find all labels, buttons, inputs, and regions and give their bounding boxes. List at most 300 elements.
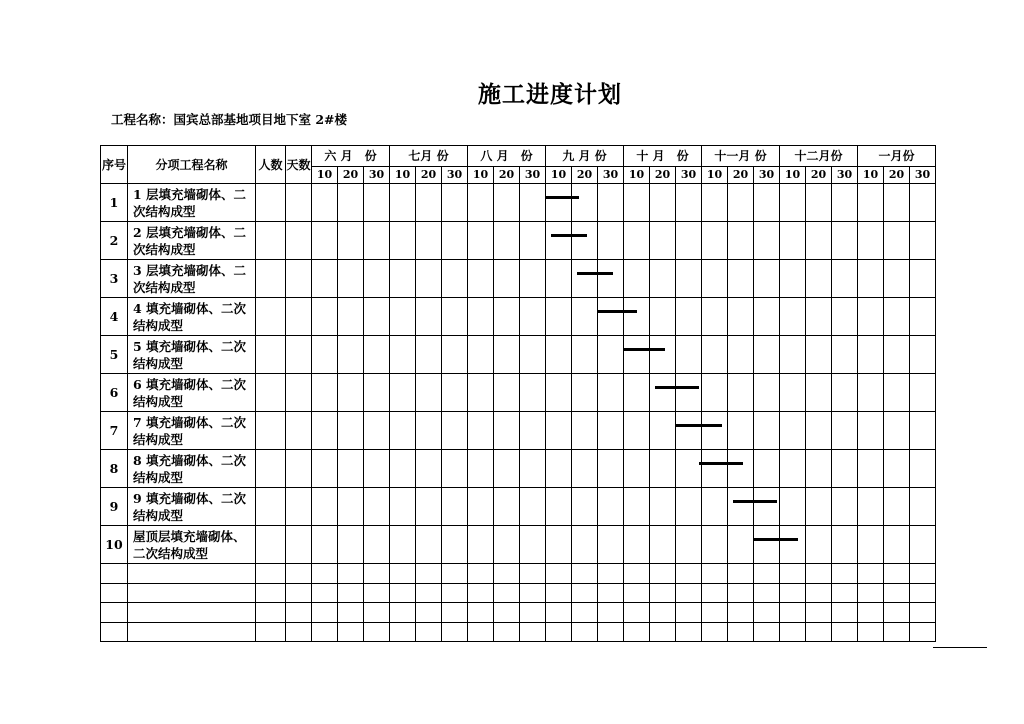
schedule-cell [520,336,546,374]
table-row [101,450,936,488]
schedule-cell [546,260,572,298]
schedule-cell [780,260,806,298]
schedule-cell [312,450,338,488]
schedule-cell [364,412,390,450]
empty-cell [546,583,572,603]
task-seq: 4 [101,298,128,336]
header-people: 人数 [256,146,286,184]
task-name: 8 填充墙砌体、二次结构成型 [128,450,256,488]
schedule-cell [884,412,910,450]
empty-cell [256,564,286,584]
schedule-cell [494,298,520,336]
empty-cell [624,564,650,584]
schedule-cell [702,260,728,298]
schedule-cell [650,260,676,298]
empty-cell [546,564,572,584]
task-days [286,488,312,526]
table-row [101,222,936,260]
schedule-cell [416,488,442,526]
schedule-cell [858,184,884,222]
schedule-cell [728,298,754,336]
gantt-bar [676,424,723,427]
empty-cell [780,603,806,623]
empty-cell [728,603,754,623]
schedule-cell [728,488,754,526]
schedule-cell [598,374,624,412]
schedule-cell [390,298,416,336]
schedule-cell [728,374,754,412]
empty-cell [520,583,546,603]
schedule-cell [702,488,728,526]
schedule-cell [806,260,832,298]
empty-cell [702,622,728,642]
schedule-cell [832,260,858,298]
header-decade: 30 [442,167,468,184]
schedule-cell [494,260,520,298]
schedule-cell [494,336,520,374]
table-row [101,260,936,298]
empty-cell [910,622,936,642]
schedule-cell [858,374,884,412]
schedule-cell [624,526,650,564]
task-days [286,184,312,222]
empty-cell [676,583,702,603]
empty-cell [468,603,494,623]
task-name: 5 填充墙砌体、二次结构成型 [128,336,256,374]
empty-cell [312,564,338,584]
schedule-cell [702,184,728,222]
header-decade: 30 [676,167,702,184]
empty-cell [598,622,624,642]
schedule-cell [780,450,806,488]
empty-cell [702,603,728,623]
schedule-cell [884,488,910,526]
schedule-cell [546,184,572,222]
schedule-cell [832,298,858,336]
empty-cell [390,603,416,623]
task-name: 2 层填充墙砌体、二次结构成型 [128,222,256,260]
schedule-cell [520,222,546,260]
table-row [101,603,936,623]
schedule-cell [468,298,494,336]
schedule-cell [468,450,494,488]
schedule-cell [468,184,494,222]
schedule-cell [728,260,754,298]
schedule-cell [442,488,468,526]
gantt-bar [624,348,666,351]
empty-cell [494,622,520,642]
schedule-cell [390,222,416,260]
schedule-cell [858,260,884,298]
schedule-cell [806,336,832,374]
schedule-cell [390,526,416,564]
schedule-cell [650,450,676,488]
empty-cell [312,603,338,623]
schedule-cell [312,298,338,336]
empty-cell [312,622,338,642]
empty-cell [832,564,858,584]
schedule-cell [546,412,572,450]
schedule-cell [338,526,364,564]
empty-cell [286,583,312,603]
empty-cell [468,564,494,584]
empty-cell [624,622,650,642]
schedule-cell [312,222,338,260]
header-seq: 序号 [101,146,128,184]
empty-cell [101,564,128,584]
gantt-bar [598,310,637,313]
schedule-cell [754,526,780,564]
empty-cell [676,564,702,584]
schedule-cell [650,298,676,336]
empty-cell [754,583,780,603]
task-people [256,488,286,526]
header-decade: 10 [858,167,884,184]
header-decade: 10 [546,167,572,184]
empty-cell [338,583,364,603]
schedule-cell [832,222,858,260]
empty-cell [910,603,936,623]
schedule-cell [520,412,546,450]
empty-cell [884,622,910,642]
schedule-cell [832,450,858,488]
header-month: 十一月 份 [702,146,780,167]
schedule-cell [624,222,650,260]
schedule-cell [806,450,832,488]
empty-cell [884,564,910,584]
schedule-cell [702,374,728,412]
schedule-cell [442,526,468,564]
header-decade: 30 [364,167,390,184]
empty-cell [128,564,256,584]
schedule-cell [442,184,468,222]
header-decade: 10 [468,167,494,184]
schedule-cell [754,222,780,260]
task-seq: 2 [101,222,128,260]
schedule-cell [442,298,468,336]
empty-cell [572,622,598,642]
empty-cell [101,583,128,603]
empty-cell [338,622,364,642]
empty-cell [520,622,546,642]
schedule-cell [338,222,364,260]
schedule-cell [546,526,572,564]
schedule-cell [676,184,702,222]
schedule-cell [572,298,598,336]
gantt-bar [699,462,743,465]
empty-cell [256,603,286,623]
schedule-cell [754,412,780,450]
schedule-cell [884,336,910,374]
schedule-cell [910,526,936,564]
schedule-cell [416,450,442,488]
schedule-cell [806,526,832,564]
schedule-cell [520,526,546,564]
table-row [101,374,936,412]
schedule-cell [728,336,754,374]
empty-cell [650,603,676,623]
schedule-cell [624,298,650,336]
task-people [256,412,286,450]
header-decade: 10 [390,167,416,184]
schedule-cell [806,222,832,260]
schedule-cell [832,374,858,412]
empty-cell [312,583,338,603]
empty-cell [416,583,442,603]
empty-cell [256,622,286,642]
empty-cell [832,622,858,642]
schedule-cell [910,488,936,526]
schedule-cell [754,450,780,488]
empty-cell [702,564,728,584]
header-days: 天数 [286,146,312,184]
empty-cell [650,583,676,603]
header-decade: 30 [832,167,858,184]
empty-cell [128,622,256,642]
schedule-cell [806,412,832,450]
schedule-cell [494,488,520,526]
empty-cell [598,564,624,584]
schedule-cell [754,488,780,526]
schedule-cell [884,184,910,222]
task-people [256,336,286,374]
schedule-cell [312,336,338,374]
schedule-cell [780,412,806,450]
empty-cell [416,622,442,642]
empty-cell [442,583,468,603]
empty-cell [416,603,442,623]
schedule-cell [442,450,468,488]
task-days [286,222,312,260]
schedule-cell [754,298,780,336]
schedule-cell [312,260,338,298]
schedule-cell [494,412,520,450]
schedule-cell [390,336,416,374]
schedule-cell [338,298,364,336]
schedule-cell [442,374,468,412]
schedule-cell [624,488,650,526]
table-row [101,488,936,526]
header-decade: 10 [702,167,728,184]
header-month: 八 月 份 [468,146,546,167]
schedule-cell [910,374,936,412]
empty-cell [858,622,884,642]
empty-cell [442,564,468,584]
schedule-cell [910,298,936,336]
empty-cell [442,622,468,642]
schedule-cell [468,260,494,298]
task-days [286,298,312,336]
header-month: 十二月份 [780,146,858,167]
task-name: 3 层填充墙砌体、二次结构成型 [128,260,256,298]
task-seq: 9 [101,488,128,526]
schedule-cell [754,374,780,412]
empty-cell [624,603,650,623]
schedule-cell [338,374,364,412]
schedule-cell [312,488,338,526]
task-days [286,336,312,374]
schedule-cell [806,488,832,526]
empty-cell [598,583,624,603]
empty-cell [806,583,832,603]
header-decade: 30 [598,167,624,184]
schedule-cell [598,526,624,564]
schedule-cell [676,488,702,526]
schedule-cell [754,184,780,222]
schedule-cell [312,374,338,412]
schedule-cell [650,488,676,526]
empty-cell [546,622,572,642]
empty-cell [858,583,884,603]
schedule-cell [780,184,806,222]
empty-cell [858,603,884,623]
schedule-cell [884,260,910,298]
schedule-cell [884,298,910,336]
schedule-cell [624,450,650,488]
schedule-cell [494,526,520,564]
schedule-cell [624,374,650,412]
empty-cell [494,564,520,584]
schedule-cell [728,526,754,564]
schedule-cell [832,488,858,526]
schedule-cell [442,222,468,260]
schedule-cell [858,336,884,374]
schedule-cell [494,222,520,260]
table-row [101,336,936,374]
schedule-cell [910,450,936,488]
schedule-cell [546,298,572,336]
schedule-cell [442,260,468,298]
schedule-cell [702,336,728,374]
schedule-cell [572,526,598,564]
schedule-cell [416,222,442,260]
table-row [101,564,936,584]
schedule-cell [650,412,676,450]
schedule-cell [364,184,390,222]
task-people [256,450,286,488]
task-seq: 8 [101,450,128,488]
empty-cell [256,583,286,603]
empty-cell [390,622,416,642]
empty-cell [468,622,494,642]
schedule-cell [364,526,390,564]
gantt-bar [754,538,798,541]
empty-cell [364,603,390,623]
schedule-cell [390,374,416,412]
empty-cell [806,564,832,584]
schedule-cell [676,374,702,412]
schedule-cell [390,412,416,450]
schedule-cell [364,450,390,488]
schedule-cell [910,184,936,222]
header-month: 一月份 [858,146,936,167]
empty-cell [832,583,858,603]
empty-cell [572,603,598,623]
task-people [256,184,286,222]
schedule-cell [676,260,702,298]
schedule-cell [546,374,572,412]
schedule-cell [598,412,624,450]
table-row [101,622,936,642]
task-seq: 3 [101,260,128,298]
gantt-bar [551,234,587,237]
schedule-cell [624,336,650,374]
schedule-cell [520,298,546,336]
empty-cell [650,564,676,584]
schedule-cell [728,450,754,488]
schedule-cell [910,412,936,450]
schedule-cell [572,488,598,526]
schedule-cell [858,488,884,526]
schedule-cell [546,336,572,374]
schedule-cell [312,412,338,450]
schedule-cell [910,336,936,374]
schedule-cell [910,222,936,260]
task-name: 屋顶层填充墙砌体、二次结构成型 [128,526,256,564]
header-decade: 30 [754,167,780,184]
schedule-cell [806,298,832,336]
schedule-cell [624,260,650,298]
empty-cell [754,564,780,584]
schedule-cell [442,336,468,374]
schedule-cell [754,336,780,374]
schedule-cell [676,526,702,564]
header-decade: 20 [338,167,364,184]
schedule-cell [728,184,754,222]
schedule-cell [312,184,338,222]
empty-cell [286,622,312,642]
table-row [101,583,936,603]
schedule-cell [390,260,416,298]
empty-cell [364,564,390,584]
header-month: 七月 份 [390,146,468,167]
schedule-cell [650,336,676,374]
schedule-cell [598,336,624,374]
schedule-cell [338,488,364,526]
schedule-cell [364,260,390,298]
empty-cell [494,583,520,603]
schedule-cell [494,450,520,488]
empty-cell [858,564,884,584]
schedule-cell [468,526,494,564]
schedule-cell [702,298,728,336]
task-days [286,260,312,298]
empty-cell [728,583,754,603]
schedule-cell [572,260,598,298]
empty-cell [884,583,910,603]
empty-cell [286,603,312,623]
schedule-cell [858,222,884,260]
schedule-cell [468,374,494,412]
schedule-cell [572,412,598,450]
empty-cell [780,622,806,642]
empty-cell [128,583,256,603]
empty-cell [676,603,702,623]
schedule-cell [598,222,624,260]
gantt-bar [546,196,580,199]
schedule-cell [702,222,728,260]
empty-cell [832,603,858,623]
header-decade: 20 [494,167,520,184]
task-people [256,260,286,298]
header-decade: 30 [910,167,936,184]
schedule-cell [780,298,806,336]
schedule-cell [780,488,806,526]
empty-cell [494,603,520,623]
header-decade: 10 [624,167,650,184]
schedule-cell [676,412,702,450]
empty-cell [416,564,442,584]
